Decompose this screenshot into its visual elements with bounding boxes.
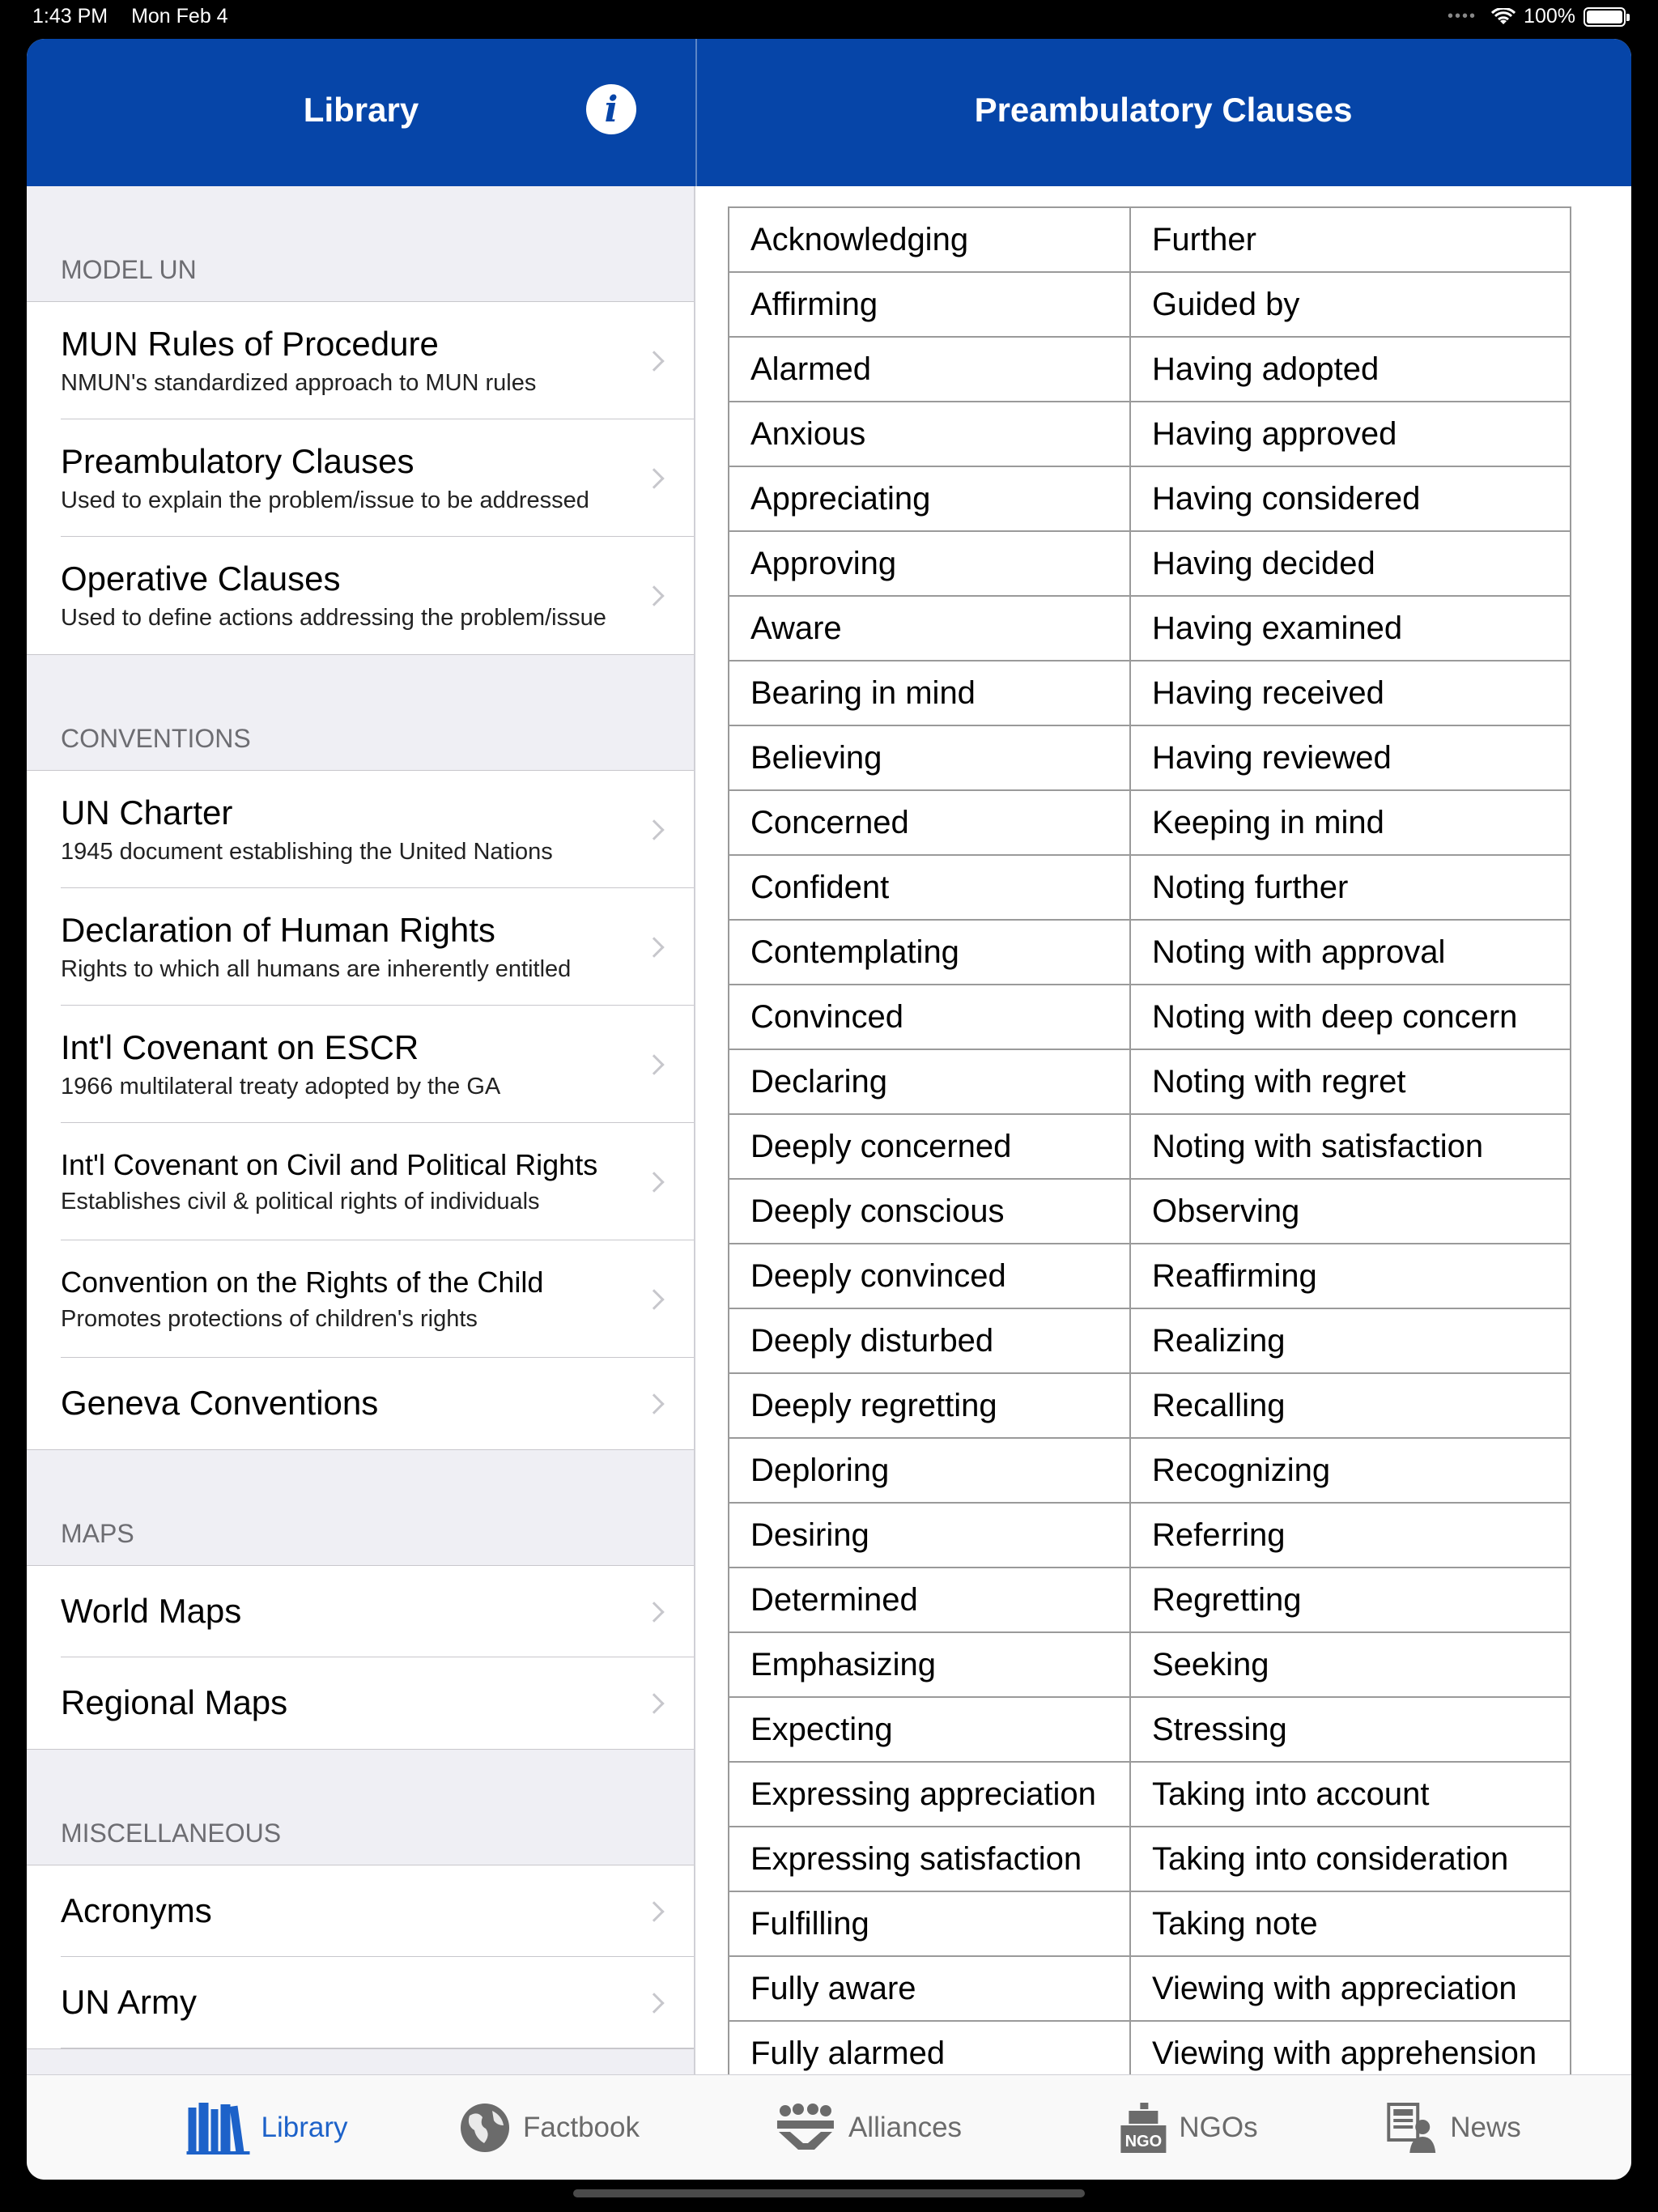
clause-cell: Deploring (729, 1438, 1130, 1503)
clause-cell: Having examined (1130, 596, 1571, 661)
library-title: Library (303, 91, 419, 129)
section-header-miscellaneous: MISCELLANEOUS (61, 1819, 282, 1848)
clause-cell: Viewing with appreciation (1130, 1956, 1571, 2021)
table-row (729, 1956, 1571, 2021)
clause-cell: Deeply concerned (729, 1114, 1130, 1179)
table-row (729, 1049, 1571, 1114)
clause-cell: Aware (729, 596, 1130, 661)
clause-cell: Taking into consideration (1130, 1827, 1571, 1891)
chevron-right-icon (644, 1901, 664, 1921)
table-row (729, 337, 1571, 402)
tab-library[interactable]: Library (187, 2075, 348, 2180)
chevron-right-icon (644, 585, 664, 606)
clause-cell: Fully aware (729, 1956, 1130, 2021)
table-row (729, 596, 1571, 661)
clause-cell: Taking note (1130, 1891, 1571, 1956)
table-row (729, 725, 1571, 790)
library-sidebar[interactable] (27, 186, 695, 2074)
section-header-maps: MAPS (61, 1519, 134, 1548)
clause-cell: Believing (729, 725, 1130, 790)
clause-cell: Recalling (1130, 1373, 1571, 1438)
clause-cell: Seeking (1130, 1632, 1571, 1697)
clause-cell: Noting with satisfaction (1130, 1114, 1571, 1179)
clause-cell: Reaffirming (1130, 1244, 1571, 1308)
clause-cell: Confident (729, 855, 1130, 920)
clause-cell: Guided by (1130, 272, 1571, 337)
table-row (729, 1568, 1571, 1632)
status-bar (0, 0, 1658, 32)
chevron-right-icon (644, 1054, 664, 1074)
clause-cell: Anxious (729, 402, 1130, 466)
list-item-world-maps[interactable]: World Maps (27, 1566, 694, 1657)
clause-cell: Realizing (1130, 1308, 1571, 1373)
status-time: 1:43 PM (32, 5, 108, 28)
clause-cell: Concerned (729, 790, 1130, 855)
table-row (729, 1373, 1571, 1438)
chevron-right-icon (644, 937, 664, 957)
list-item-un-charter[interactable]: UN Charter 1945 document establishing the United Nations (27, 771, 694, 888)
clause-cell: Expecting (729, 1697, 1130, 1762)
table-row (729, 1308, 1571, 1373)
table-row (729, 661, 1571, 725)
list-item-un-army[interactable]: UN Army (27, 1957, 694, 2048)
clause-cell: Noting with deep concern (1130, 985, 1571, 1049)
chevron-right-icon (644, 468, 664, 488)
clause-cell: Stressing (1130, 1697, 1571, 1762)
clause-cell: Fulfilling (729, 1891, 1130, 1956)
clause-cell: Viewing with apprehension (1130, 2021, 1571, 2074)
app-window (27, 39, 1631, 2180)
table-row (729, 920, 1571, 985)
clause-cell: Noting further (1130, 855, 1571, 920)
clause-cell: Having received (1130, 661, 1571, 725)
table-row (729, 790, 1571, 855)
clause-cell: Deeply regretting (729, 1373, 1130, 1438)
table-row (729, 2021, 1571, 2074)
table-row (729, 1762, 1571, 1827)
clause-cell: Deeply conscious (729, 1179, 1130, 1244)
clause-cell: Referring (1130, 1503, 1571, 1568)
clause-cell: Approving (729, 531, 1130, 596)
clause-cell: Appreciating (729, 466, 1130, 531)
clause-cell: Deeply disturbed (729, 1308, 1130, 1373)
list-item-acronyms[interactable]: Acronyms (27, 1865, 694, 1957)
clause-cell: Noting with approval (1130, 920, 1571, 985)
clause-cell: Regretting (1130, 1568, 1571, 1632)
clause-cell: Further (1130, 207, 1571, 272)
list-item-rights-of-child[interactable]: Convention on the Rights of the Child Promotes protections of children's rights (27, 1240, 694, 1358)
table-row (729, 1179, 1571, 1244)
tab-factbook[interactable]: Factbook (458, 2075, 640, 2180)
clause-cell: Acknowledging (729, 207, 1130, 272)
clause-cell: Bearing in mind (729, 661, 1130, 725)
list-item-civil-political-rights[interactable]: Int'l Covenant on Civil and Political Rights Establishes civil & political rights of individuals (27, 1123, 694, 1240)
status-date: Mon Feb 4 (131, 5, 228, 28)
clause-cell: Noting with regret (1130, 1049, 1571, 1114)
books-icon (187, 2101, 250, 2155)
chevron-right-icon (644, 1289, 664, 1309)
table-row (729, 1244, 1571, 1308)
table-row (729, 1438, 1571, 1503)
ngo-building-icon (1119, 2101, 1167, 2155)
tab-alliances[interactable]: Alliances (774, 2075, 962, 2180)
tab-ngos[interactable]: NGO NGOs (1119, 2075, 1257, 2180)
battery-percent: 100% (1524, 5, 1575, 28)
chevron-right-icon (644, 351, 664, 371)
detail-title: Preambulatory Clauses (974, 91, 1353, 129)
list-item-geneva-conventions[interactable]: Geneva Conventions (27, 1358, 694, 1449)
news-icon (1387, 2101, 1439, 2155)
navigation-bar (27, 39, 1631, 186)
list-item-regional-maps[interactable]: Regional Maps (27, 1657, 694, 1749)
home-indicator[interactable] (573, 2189, 1085, 2197)
table-row (729, 855, 1571, 920)
section-header-model-un: MODEL UN (61, 255, 197, 284)
chevron-right-icon (644, 1172, 664, 1192)
clause-cell: Observing (1130, 1179, 1571, 1244)
table-row (729, 272, 1571, 337)
globe-icon (458, 2101, 512, 2155)
multitask-dots-icon: •••• (1448, 7, 1477, 25)
chevron-right-icon (644, 1602, 664, 1622)
clause-cell: Affirming (729, 272, 1130, 337)
chevron-right-icon (644, 1393, 664, 1414)
clause-cell: Recognizing (1130, 1438, 1571, 1503)
clause-cell: Declaring (729, 1049, 1130, 1114)
clause-cell: Having approved (1130, 402, 1571, 466)
clause-cell: Emphasizing (729, 1632, 1130, 1697)
clause-cell: Having considered (1130, 466, 1571, 531)
list-item-operative-clauses[interactable]: Operative Clauses Used to define actions addressing the problem/issue (27, 537, 694, 654)
info-icon[interactable]: i (586, 84, 636, 134)
clause-cell: Keeping in mind (1130, 790, 1571, 855)
list-item-human-rights[interactable]: Declaration of Human Rights Rights to which all humans are inherently entitled (27, 888, 694, 1006)
table-row (729, 402, 1571, 466)
clause-cell: Taking into account (1130, 1762, 1571, 1827)
list-item-escr[interactable]: Int'l Covenant on ESCR 1966 multilateral treaty adopted by the GA (27, 1006, 694, 1123)
handshake-icon (774, 2103, 837, 2153)
list-item-mun-rules[interactable]: MUN Rules of Procedure NMUN's standardized approach to MUN rules (27, 302, 694, 419)
clause-cell: Fully alarmed (729, 2021, 1130, 2074)
table-row (729, 1827, 1571, 1891)
clause-cell: Having reviewed (1130, 725, 1571, 790)
clause-cell: Expressing appreciation (729, 1762, 1130, 1827)
chevron-right-icon (644, 819, 664, 840)
tab-news[interactable]: News (1387, 2075, 1521, 2180)
chevron-right-icon (644, 1693, 664, 1713)
clause-cell: Determined (729, 1568, 1130, 1632)
table-row (729, 1114, 1571, 1179)
clause-cell: Expressing satisfaction (729, 1827, 1130, 1891)
section-header-conventions: CONVENTIONS (61, 724, 251, 753)
clause-cell: Deeply convinced (729, 1244, 1130, 1308)
battery-icon (1584, 7, 1626, 27)
table-row (729, 1697, 1571, 1762)
chevron-right-icon (644, 1993, 664, 2013)
table-row (729, 1632, 1571, 1697)
list-item-preambulatory-clauses[interactable]: Preambulatory Clauses Used to explain the problem/issue to be addressed (27, 419, 694, 537)
clause-cell: Convinced (729, 985, 1130, 1049)
table-row (729, 1891, 1571, 1956)
table-row (729, 1503, 1571, 1568)
table-row (729, 985, 1571, 1049)
clauses-table (728, 206, 1571, 2074)
svg-text:NGO: NGO (1124, 2133, 1163, 2150)
clause-cell: Alarmed (729, 337, 1130, 402)
clause-cell: Contemplating (729, 920, 1130, 985)
tab-bar (27, 2074, 1631, 2180)
table-row (729, 207, 1571, 272)
table-row (729, 466, 1571, 531)
clause-cell: Having adopted (1130, 337, 1571, 402)
wifi-icon (1491, 8, 1516, 26)
clause-cell: Desiring (729, 1503, 1130, 1568)
clause-cell: Having decided (1130, 531, 1571, 596)
clauses-content[interactable] (697, 186, 1631, 2074)
table-row (729, 531, 1571, 596)
